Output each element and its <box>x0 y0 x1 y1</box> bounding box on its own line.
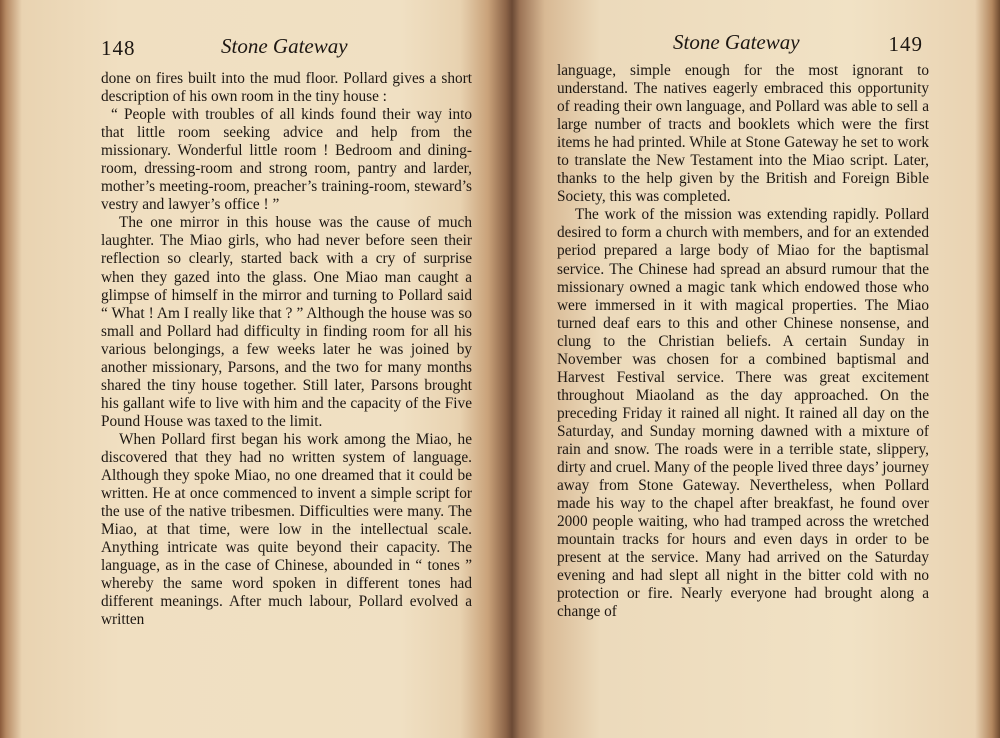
left-page-header <box>101 34 472 64</box>
page-number: 149 <box>888 32 923 56</box>
paragraph: done on fires built into the mud floor. Pollard gives a short description of his own room in the tiny house : <box>101 70 472 106</box>
paragraph: The one mirror in this house was the cause of much laughter. The Miao girls, who had never before seen their reflection so clearly, started back with a cry of surprise when they gazed into the glass. One Miao man caught a glimpse of himself in the mirror and turning to Pollard said “ What ! Am I really like that ? ” Although the house was so small and Pollard had difficulty in finding room for all his various belongings, a few weeks later he was joined by another missionary, Parsons, and the two for many months shared the tiny house together. Still later, Parsons brought his gallant wife to live with him and the capacity of the Five Pound House was taxed to the limit. <box>101 214 472 430</box>
paragraph: language, simple enough for the most ignorant to understand. The natives eagerly embraced this opportunity of reading their own language, and Pollard was able to sell a large number of tracts and booklets which were the first items he had printed. While at Stone Gateway he set to work to translate the New Testament into the Miao script. Later, thanks to the help given by the British and Foreign Bible Society, this was completed. <box>557 62 929 206</box>
left-page-body <box>101 70 472 629</box>
paragraph: When Pollard first began his work among the Miao, he discovered that they had no written system of language. Although they spoke Miao, no one dreamed that it could be written. He at once commenced to invent a simple script for the use of the native tribesmen. Difficulties were many. The Miao, at that time, were low in the intellectual scale. Anything intricate was quite beyond their capacity. The language, as in the case of Chinese, abounded in “ tones ” whereby the same word spoken in different tones had different meanings. After much labour, Pollard evolved a written <box>101 430 472 629</box>
paragraph: The work of the mission was extending rapidly. Pollard desired to form a church with members, and for an extended period prepared a large body of Miao for the baptismal service. The Chinese had spread an absurd rumour that the missionary owned a magic tank which endowed those who were immersed in it with magical properties. The Miao turned deaf ears to this and other Chinese nonsense, and clung to the Christian beliefs. A certain Sunday in November was chosen for a combined baptismal and Harvest Festival service. There was great excitement throughout Miaoland as the day approached. On the preceding Friday it rained all night. It rained all day on the Saturday, and Sunday morning dawned with a mixture of rain and snow. The roads were in a terrible state, slippery, dirty and cruel. Many of the people lived three days’ journey away from Stone Gateway. Nevertheless, when Pollard made his way to the chapel after breakfast, he found over 2000 people waiting, who had tramped across the wretched mountain tracks for hours and even days in order to be present at the service. Many had arrived on the Saturday evening and had slept all night in the bitter cold with no protection or fire. Nearly everyone had brought along a change of <box>557 206 929 621</box>
page-number: 148 <box>101 36 136 60</box>
right-page-body <box>557 62 929 621</box>
running-head: Stone Gateway <box>673 30 800 54</box>
paragraph: “ People with troubles of all kinds found their way into that little room seeking advice and help from the missionary. Wonderful little room ! Bedroom and dining-room, dressing-room and strong room, pantry and larder, mother’s meeting-room, preacher’s training-room, steward’s vestry and lawyer’s office ! ” <box>101 106 472 214</box>
right-page-header <box>557 30 929 60</box>
right-page <box>557 0 929 621</box>
left-page <box>101 0 472 629</box>
running-head: Stone Gateway <box>221 34 348 58</box>
